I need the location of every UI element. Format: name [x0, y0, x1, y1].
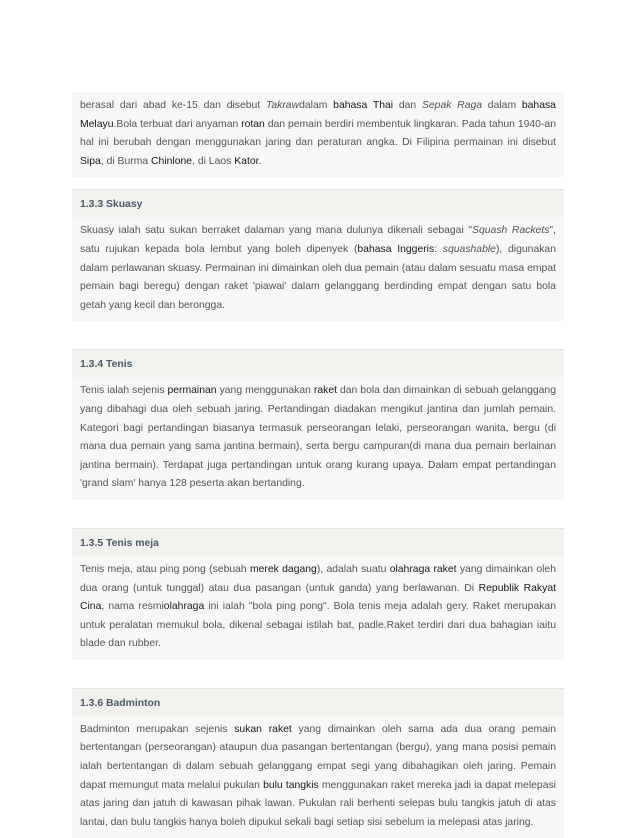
- tennis-paragraph: [72, 377, 564, 500]
- section-gap: [72, 660, 564, 688]
- section-heading-badminton: 1.3.6 Badminton: [72, 688, 564, 716]
- document-page: [72, 92, 564, 838]
- text-run: dan pemain berdiri membentuk lingkaran. Pada tahun 1940-an hal ini berubah dengan menggunakan jaring dan peraturan angka. Di Filipina permainan ini disebut: [80, 118, 556, 149]
- link-bahasa-inggeris[interactable]: bahasa Inggeris: [357, 243, 435, 255]
- link-bahasa-melayu[interactable]: bahasa Melayu: [80, 100, 556, 130]
- link-republik-rakyat-cina[interactable]: Republik Rakyat Cina: [80, 582, 556, 613]
- text-run: , di Laos: [192, 155, 235, 167]
- text-run: .Bola terbuat dari anyaman: [113, 118, 242, 130]
- link-bahasa-thai[interactable]: bahasa Thai: [333, 100, 394, 111]
- text-run: dan: [393, 100, 422, 111]
- section-gap: [72, 321, 564, 349]
- text-run: Skuasy ialah satu sukan berraket dalaman yang mana dulunya dikenali sebagai ": [80, 225, 473, 237]
- text-run: ), adalah suatu: [316, 563, 390, 575]
- text-run: Tenis meja, atau ping pong (sebuah: [80, 563, 250, 575]
- term-squashable: squashable: [442, 243, 496, 255]
- tabletennis-paragraph: [72, 556, 564, 660]
- link-rotan[interactable]: rotan: [241, 118, 265, 130]
- text-run: menggunakan raket mereka jadi ia dapat melepasi atas jaring dan jatuh di kawasan pihak lawan. Pukulan rali berhenti selepas bulu tangkis jatuh di atas lantai, dan bulu tangkis hanya boleh dipukul sekali bagi setiap sisi sebelum ia melepasi atas jaring.: [80, 779, 556, 828]
- text-run: ", satu rujukan kepada bola lembut yang boleh dipenyek (: [80, 225, 556, 255]
- link-permainan[interactable]: permainan: [167, 385, 217, 397]
- section-heading-tenis: 1.3.4 Tenis: [72, 349, 564, 377]
- text-run: , nama resmi: [101, 601, 164, 613]
- link-sipa[interactable]: Sipa: [80, 155, 101, 167]
- badminton-paragraph: [72, 716, 564, 838]
- term-takraw: Takraw: [265, 100, 300, 111]
- link-kator[interactable]: Kator: [234, 155, 259, 167]
- link-merek-dagang[interactable]: merek dagang: [249, 563, 317, 575]
- text-run: dalam: [482, 100, 522, 111]
- text-run: yang menggunakan: [216, 385, 314, 397]
- section-gap: [72, 500, 564, 528]
- text-run: yang dimainkan oleh dua orang (untuk tunggal) atau dua pasangan (untuk ganda) yang berlawanan. Di: [80, 563, 556, 594]
- link-olahraga[interactable]: olahraga: [163, 601, 205, 613]
- text-run: berasal dari abad ke-15 dan disebut: [80, 100, 266, 111]
- link-bulu-tangkis[interactable]: bulu tangkis: [263, 779, 319, 791]
- text-run: , di Burma: [100, 155, 152, 167]
- text-run: Badminton merupakan sejenis: [80, 723, 235, 735]
- text-run: yang dimainkan oleh sama ada dua orang pemain bertentangan (perseorangan) ataupun dua pasangan bertentangan (bergu), yang mana posisi pemain ialah bertentangan di dalam sebuah gelanggang empat segi yang dibahagikan oleh jaring. Pemain dapat memungut mata melalui pukulan: [80, 723, 557, 791]
- term-squash-rackets: Squash Rackets: [472, 225, 550, 237]
- link-raket[interactable]: raket: [433, 563, 457, 575]
- section-heading-tenis-meja: 1.3.5 Tenis meja: [72, 528, 564, 556]
- link-sukan-raket[interactable]: sukan raket: [234, 723, 292, 735]
- link-raket[interactable]: raket: [313, 385, 338, 397]
- text-run: :: [434, 243, 443, 255]
- link-olahraga[interactable]: olahraga: [389, 563, 431, 575]
- text-run: Tenis ialah sejenis: [80, 385, 168, 397]
- link-chinlone[interactable]: Chinlone: [151, 155, 193, 167]
- text-run: .: [258, 155, 262, 167]
- text-run: ini ialah "bola ping pong". Bola tenis meja adalah gery. Raket merupakan untuk peralatan memukul bola, dikenal sebagai istilah bat, padle.Raket terdiri dari dua bahagian iaitu blade dan rubber.: [80, 601, 556, 650]
- term-sepak-raga: Sepak Raga: [421, 100, 483, 111]
- intro-paragraph: [72, 92, 564, 177]
- text-run: dan bola dan dimainkan di sebuah gelanggang yang dibahagi dua oleh sebuah jaring. Pertandingan diadakan mengikut jantina dan jumlah pemain. Kategori bagi pertandingan biasanya termasuk perseorangan lelaki, perseorangan wanita, bergu (di mana dua pemain yang sama jantina bermain), serta bergu campuran(di mana dua pemain berlainan jantina bermain). Terdapat juga pertandingan untuk orang kurang upaya. Dalam empat pertandingan 'grand slam' hanya 128 peserta akan bertanding.: [80, 385, 556, 490]
- squash-paragraph: [72, 217, 564, 321]
- text-run: ), digunakan dalam perlawanan skuasy. Permainan ini dimainkan oleh dua pemain (atau dalam sesuatu masa empat pemain bagi beregu) dengan raket 'piawai' dalam gelanggang berdinding empat dengan satu bola getah yang kecil dan berongga.: [80, 243, 556, 311]
- section-heading-skuasy: 1.3.3 Skuasy: [72, 189, 564, 217]
- text-run: dalam: [299, 100, 334, 111]
